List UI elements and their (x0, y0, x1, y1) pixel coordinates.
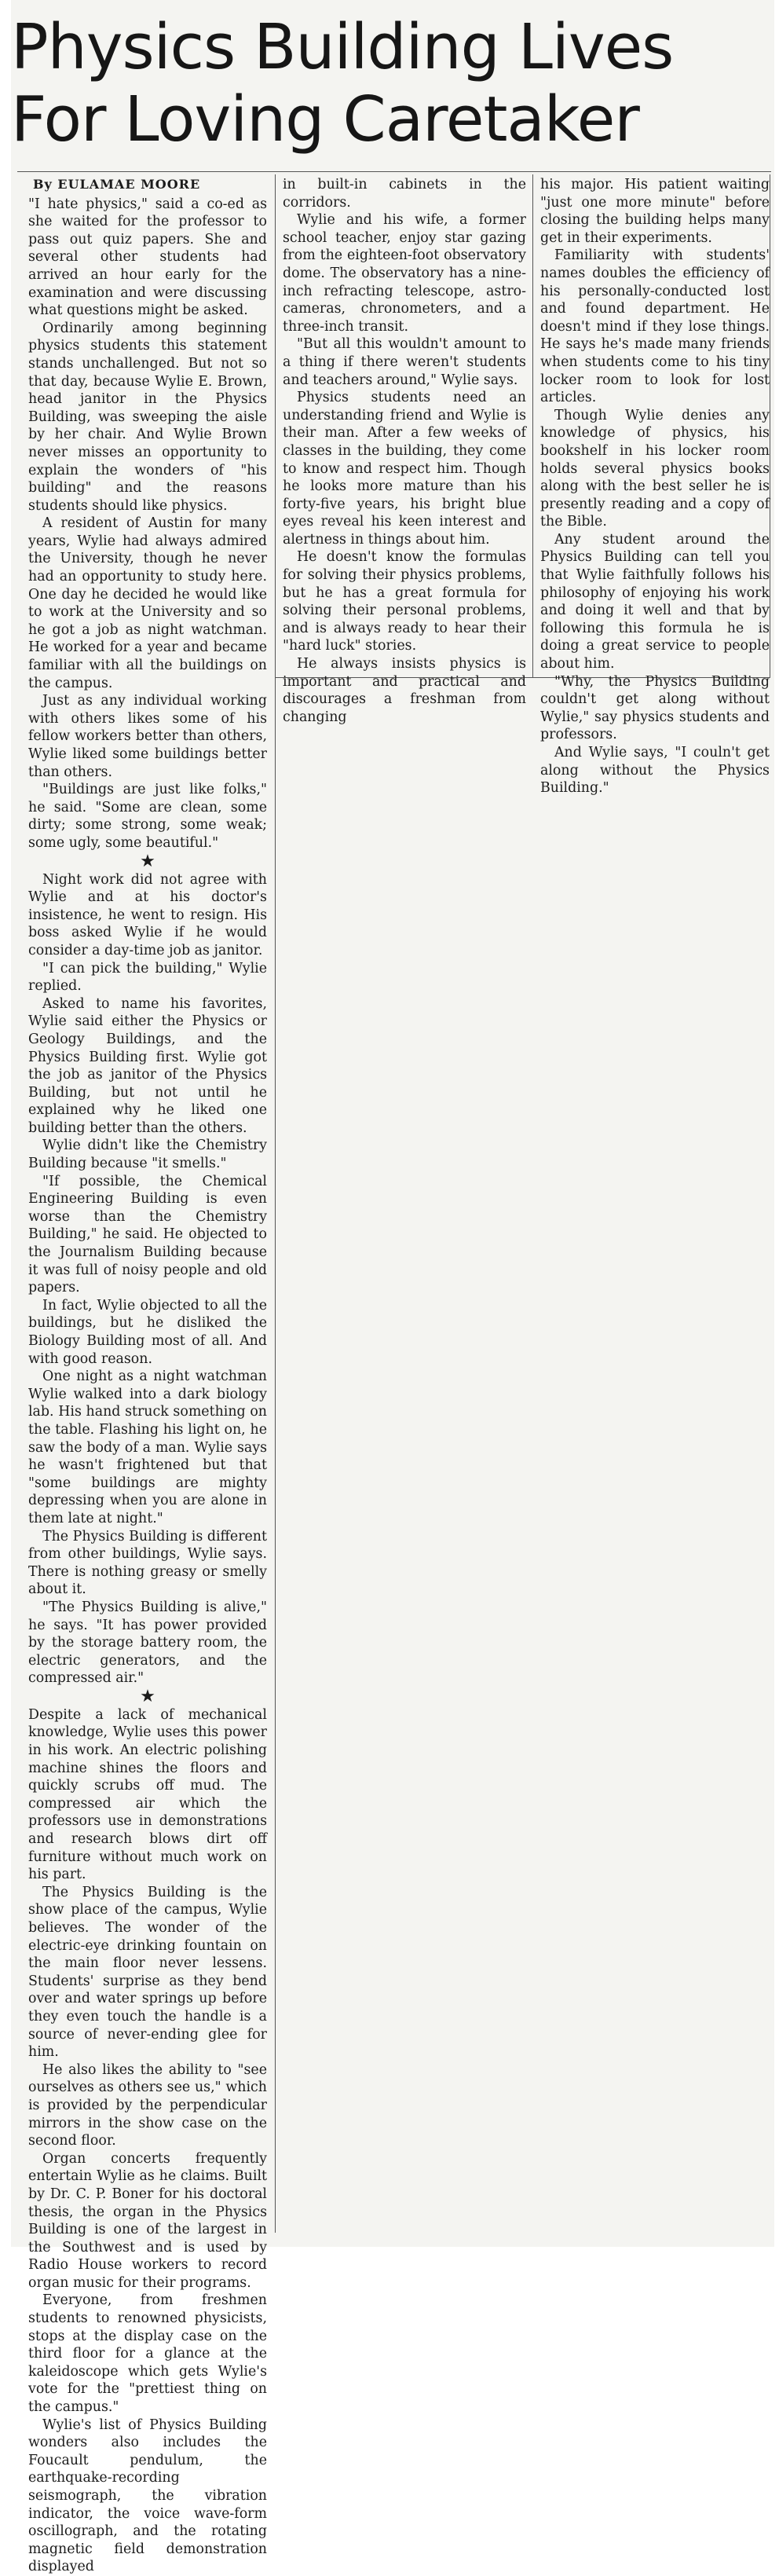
headline-line-1: Physics Building Lives (11, 11, 674, 83)
paragraph: Despite a lack of mechanical knowledge, Wylie uses this power in his work. An electric polishing machine shines the floors and quickly scrubs off mud. The compressed air which the professors use in demonstrations and research blows dirt off furniture without much work on his part. (28, 1706, 267, 1883)
paragraph: Ordinarily among beginning physics students this statement stands unchallenged. But not so that day, because Wylie E. Brown, head janitor in the Physics Building, was sweeping the aisle by her chair. And Wylie Brown never misses an opportunity to explain the wonders of "his building" and the reasons students should like physics. (28, 320, 267, 514)
paragraph: in built-in cabinets in the corridors. (283, 177, 526, 211)
paragraph: Wylie didn't like the Chemistry Building because "it smells." (28, 1138, 267, 1172)
star-separator: ★ (140, 1686, 155, 1706)
paragraph: Wylie and his wife, a former school teacher, enjoy star gazing from the eighteen-foot observatory dome. The observatory has a nine-inch refracting telescope, astro-cameras, chronometers, and a three-inch transit. (283, 212, 526, 335)
paragraph: Everyone, from freshmen students to renowned physicists, stops at the display case on the third floor for a glance at the kaleidoscope which gets Wylie's vote for the "prettiest thing on the campus." (28, 2292, 267, 2416)
headline (11, 11, 765, 156)
paragraph: "The Physics Building is alive," he says. "It has power provided by the storage battery room, the electric generators, and the compressed air." (28, 1599, 267, 1687)
paragraph: He doesn't know the formulas for solving their physics problems, but he has a great formula for solving their personal problems, and is always ready to hear their "hard luck" stories. (283, 549, 526, 654)
paragraph: The Physics Building is different from other buildings, Wylie says. There is nothing greasy or smelly about it. (28, 1528, 267, 1598)
paragraph: "Why, the Physics Building couldn't get along without Wylie," say physics students and professors. (540, 673, 770, 743)
article-column-2 (283, 176, 526, 726)
column-rule-1 (275, 174, 276, 2233)
paragraph: Just as any individual working with others likes some of his fellow workers better than others, Wylie liked some buildings better than others. (28, 693, 267, 780)
paragraph: One night as a night watchman Wylie walked into a dark biology lab. His hand struck something on the table. Flashing his light on, he saw the body of a man. Wylie says he wasn't frightened but that "some buildings are mighty depressing when you are alone in them late at night." (28, 1369, 267, 1526)
paragraph: He always insists physics is important and practical and discourages a freshman from changing (283, 656, 526, 725)
paragraph: Night work did not agree with Wylie and at his doctor's insistence, he went to resign. His boss asked Wylie if he would consider a day-time job as janitor. (28, 871, 267, 958)
paragraph: Any student around the Physics Building can tell you that Wylie faithfully follows his philosophy of enjoying his work and doing it well and that by following this formula he is doing a great service to people about him. (540, 531, 770, 672)
paragraph: The Physics Building is the show place of the campus, Wylie believes. The wonder of the electric-eye drinking fountain on the main floor never lessens. Students' surprise as they bend over and water springs up before they even touch the handle is a source of never-ending glee for him. (28, 1884, 267, 2061)
paragraph: his major. His patient waiting "just one more minute" before closing the building helps many get in their experiments. (540, 177, 770, 246)
paragraph: In fact, Wylie objected to all the buildings, but he disliked the Biology Building most of all. And with good reason. (28, 1297, 267, 1367)
byline: By EULAMAE MOORE (33, 177, 201, 192)
paragraph: Physics students need an understanding friend and Wylie is their man. After a few weeks of classes in the building, they come to know and respect him. Though he looks more mature than his forty-five years, his bright blue eyes reveal his keen interest and alertness in things about him. (283, 390, 526, 548)
paragraph: Organ concerts frequently entertain Wylie as he claims. Built by Dr. C. P. Boner for his doctoral thesis, the organ in the Physics Building is one of the largest in the Southwest and is used by Radio House workers to record organ music for their programs. (28, 2150, 267, 2291)
headline-line-2: For Loving Caretaker (11, 83, 639, 156)
article-column-3 (540, 176, 770, 797)
column-rule-2 (532, 174, 533, 677)
paragraph: Familiarity with students' names doubles the efficiency of his personally-conducted lost and found department. He doesn't mind if they lose things. He says he's made many friends when students come to his tiny locker room to look for lost articles. (540, 247, 770, 406)
newspaper-clipping (11, 0, 774, 2575)
paragraph: He also likes the ability to "see ourselves as others see us," which is provided by the perpendicular mirrors in the show case on the second floor. (28, 2061, 267, 2149)
paragraph: Asked to name his favorites, Wylie said either the Physics or Geology Buildings, and the Physics Building first. Wylie got the job as janitor of the Physics Building, but not until he explained why he liked one building better than the others. (28, 995, 267, 1136)
paragraph: And Wylie says, "I couln't get along without the Physics Building." (540, 745, 770, 797)
paragraph: Wylie's list of Physics Building wonders also includes the Foucault pendulum, the earthquake-recording seismograph, the vibration indicator, the voice wave-form oscillograph, and the rotating magnetic field demonstration displayed (28, 2417, 267, 2575)
paragraph: "But all this wouldn't amount to a thing if there weren't students and teachers around," Wylie says. (283, 336, 526, 388)
paragraph: "If possible, the Chemical Engineering Building is even worse than the Chemistry Building," he said. He objected to the Journalism Building because it was full of noisy people and old papers. (28, 1173, 267, 1296)
paragraph: "I can pick the building," Wylie replied. (28, 960, 267, 995)
paragraph: Though Wylie denies any knowledge of physics, his bookshelf in his locker room holds several physics books along with the best seller he is presently reading and a copy of the Bible. (540, 407, 770, 530)
article-column-1 (28, 176, 267, 2576)
paragraph: "Buildings are just like folks," he said. "Some are clean, some dirty; some strong, some weak; some ugly, some beautiful." (28, 782, 267, 851)
star-separator: ★ (140, 851, 155, 871)
paragraph: A resident of Austin for many years, Wylie had always admired the University, though he never had an opportunity to study here. One day he decided he would like to work at the University and so he got a job as night watchman. He worked for a year and became familiar with all the buildings on the campus. (28, 515, 267, 691)
paragraph: "I hate physics," said a co-ed as she waited for the professor to pass out quiz papers. She and several other students had arrived an hour early for the examination and were discussing what questions might be asked. (28, 196, 267, 319)
top-rule (17, 171, 771, 172)
